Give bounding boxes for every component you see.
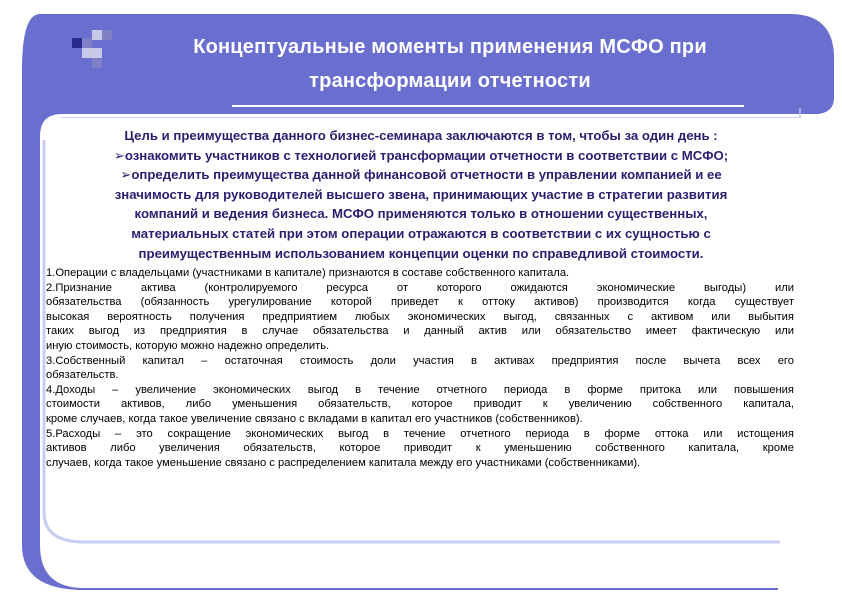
definition-line: 4.Доходы – увеличение экономических выгод в течение отчетного периода в форме притока или повышения (46, 383, 794, 396)
definitions-list (46, 266, 794, 470)
intro-bullet-1-text: ознакомить участников с технологией трансформации отчетности в соответствии с МСФО; (124, 147, 729, 163)
definition-line: активов либо увеличения обязательств, которое приводит к уменьшению собственного капитала, кроме (46, 442, 794, 455)
intro-lead: Цель и преимущества данного бизнес-семинара заключаются в том, чтобы за один день : (124, 128, 718, 143)
intro-bullet-2-line-5: преимущественным использованием концепции оценки по справедливой стоимости. (138, 245, 704, 261)
definition-line: 2.Признание актива (контролируемого ресурса от которого ожидаются экономические выгоды) или (46, 281, 794, 294)
definition-item (46, 354, 794, 383)
definition-item (46, 427, 794, 471)
intro-bullet-2-line-4: материальных статей при этом операции отражаются в соответствии с их сущностью с (131, 225, 711, 241)
definition-line: высокая вероятность получения предприятием любых экономических выгод, связанных с активом или выбытия (46, 310, 794, 323)
definition-line: таких выгод из предприятия в случае обязательства и данный актив или обязательство имеет фактическую или (46, 325, 794, 338)
definition-item (46, 281, 794, 354)
definition-item (46, 383, 794, 427)
definition-line: 5.Расходы – это сокращение экономических выгод в течение отчетного периода в форме оттока или истощения (46, 427, 794, 440)
title-line-2: трансформации отчетности (309, 70, 591, 92)
title-underline (232, 105, 744, 107)
intro-bullet-2-line-3: компаний и ведения бизнеса. МСФО применяются только в отношении существенных, (134, 206, 708, 222)
definition-item (46, 266, 794, 281)
definition-line: 1.Операции с владельцами (участниками в капитале) признаются в составе собственного капитала. (46, 267, 570, 279)
definition-line: случаев, когда такое уменьшение связано с распределением капитала между его участниками (собственниками). (46, 456, 641, 469)
intro-bullet-1 (48, 146, 794, 166)
page-title (150, 30, 750, 98)
intro-block (48, 126, 794, 263)
arrow-bullet-icon: ➢ (120, 167, 132, 183)
definition-line: обязательств. (46, 369, 119, 382)
definition-line: обязательства (обязанность урегулирование которой приведет к оттоку активов) производится когда существует (46, 296, 794, 309)
definition-line: 3.Собственный капитал – остаточная стоимость доли участия в активах предприятия после вычета всех его (46, 354, 794, 367)
title-line-1: Концептуальные моменты применения МСФО при (193, 36, 707, 58)
intro-bullet-2-line-2: значимость для руководителей высшего звена, принимающих участие в стратегии развития (114, 186, 728, 202)
definition-line: стоимости активов, либо уменьшения обязательств, которое приводит к увеличению собственного капитала, (46, 398, 794, 411)
arrow-bullet-icon: ➢ (113, 147, 125, 163)
intro-bullet-2-text: определить преимущества данной финансовой отчетности в управлении компанией и ее (131, 167, 722, 183)
definition-line: кроме случаев, когда такое увеличение связано с вкладами в капитал его участников (собственников). (46, 412, 583, 425)
intro-bullet-2-line-1 (48, 165, 794, 185)
definition-line: иную стоимость, которую можно надежно определить. (46, 339, 330, 352)
logo-squares-icon (68, 22, 124, 78)
